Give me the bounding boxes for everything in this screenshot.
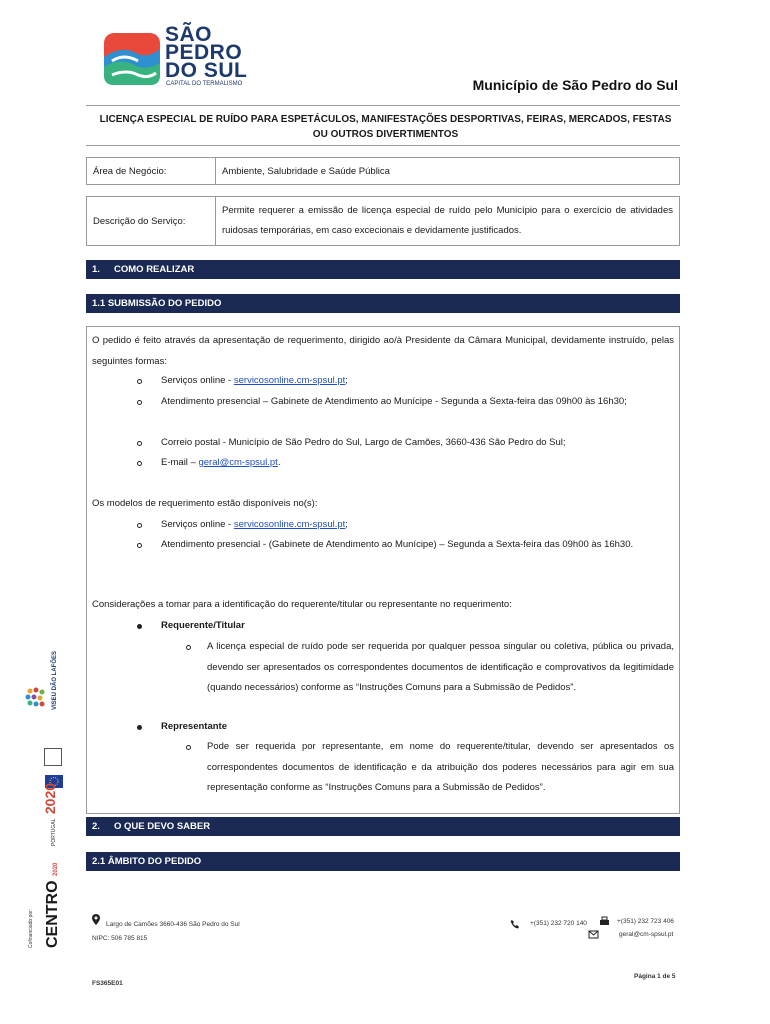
description-value: Permite requerer a emissão de licença especial de ruído pelo Município para o exercício de atividades ruidosas temporárias, em caso excecionais e devidamente justificados. <box>216 197 680 246</box>
bullet <box>137 461 142 466</box>
modelos-item-online: Serviços online - servicosonline.cm-spsul.pt; <box>161 519 348 530</box>
footer-phone: +(351) 232 720 140 <box>530 920 587 927</box>
section-header-2: 2. O QUE DEVO SABER <box>86 817 680 836</box>
modelos-text: Os modelos de requerimento estão disponíveis no(s): <box>92 498 318 509</box>
area-table <box>86 157 680 185</box>
modelos-item-presencial: Atendimento presencial - (Gabinete de Atendimento ao Munícipe) – Segunda a Sexta-feira das 09h00 às 16h30. <box>161 539 634 550</box>
list-item-correio: Correio postal - Município de São Pedro do Sul, Largo de Camões, 3660-436 São Pedro do Sul; <box>161 437 566 448</box>
sub-bullet <box>186 645 191 650</box>
footer-address: Largo de Camões 3660-436 São Pedro do Sul <box>106 921 240 928</box>
municipality-logo-mark <box>102 31 162 87</box>
footer-email: geral@cm-spsul.pt <box>619 931 674 938</box>
location-pin-icon <box>92 914 100 925</box>
viseu-dao-lafoes-logo <box>24 686 48 710</box>
logo-tagline: CAPITAL DO TERMALISMO <box>166 81 243 87</box>
consideracoes-text: Considerações a tomar para a identificação do requerente/titular ou representante no requerimento: <box>92 599 512 610</box>
bullet <box>137 441 142 446</box>
header-divider <box>86 105 680 106</box>
bullet <box>137 725 142 730</box>
bullet <box>137 523 142 528</box>
viseu-label: VISEU DÃO LAFÕES <box>52 650 58 710</box>
representante-title: Representante <box>161 721 227 732</box>
document-code: FS365E01 <box>92 980 123 987</box>
description-table <box>86 196 680 246</box>
area-label: Área de Negócio: <box>87 158 216 185</box>
list-item-presencial: Atendimento presencial – Gabinete de Atendimento ao Munícipe - Segunda a Sexta-feira das 09h00 às 16h30; <box>161 396 627 407</box>
section-header-1-1: 1.1 SUBMISSÃO DO PEDIDO <box>86 294 680 313</box>
bullet <box>137 379 142 384</box>
document-title: LICENÇA ESPECIAL DE RUÍDO PARA ESPETÁCULOS, MANIFESTAÇÕES DESPORTIVAS, FEIRAS, MERCADOS, FESTAS OU OUTROS DIVERTIMENTOS <box>99 114 672 140</box>
sub-bullet <box>186 745 191 750</box>
logo-wordmark: SÃO PEDRO DO SUL <box>165 23 248 82</box>
representante-text: Pode ser requerida por representante, em nome do requerente/titular, devendo ser apresentados os correspondentes documentos de identificação e da atribuição dos poderes necessários para agir em sua representação conforme as “Instruções Comuns para a Submissão de Pedidos”. <box>207 741 674 793</box>
servicos-online-link[interactable]: servicosonline.cm-spsul.pt <box>233 375 346 386</box>
area-value: Ambiente, Salubridade e Saúde Pública <box>216 158 680 185</box>
footer-fax: +(351) 232 723 406 <box>617 918 674 925</box>
requerente-title: Requerente/Titular <box>161 620 245 631</box>
title-divider <box>86 145 680 146</box>
bullet <box>137 400 142 405</box>
description-label: Descrição do Serviço: <box>87 197 216 246</box>
centro2020-logo: CENTRO 2020 <box>44 862 61 948</box>
portugal2020-logo: PORTUGAL 2020 <box>42 782 58 846</box>
phone-icon <box>510 919 520 929</box>
modelos-servicos-online-link[interactable]: servicosonline.cm-spsul.pt <box>233 519 346 530</box>
footer-nipc: NIPC: 506 785 815 <box>92 935 148 942</box>
email-icon <box>588 929 599 940</box>
cofinanciado-label: Cofinanciado por: <box>28 908 34 948</box>
list-item-email: E-mail – geral@cm-spsul.pt. <box>161 457 281 468</box>
requerente-text: A licença especial de ruído pode ser requerida por qualquer pessoa singular ou coletiva, pública ou privada, devendo ser apresentados os correspondentes documentos de identificação e comprovativos da legitimidade (quando necessários) conforme as “Instruções Comuns para a Submissão de Pedidos”. <box>207 641 674 693</box>
page-number: Página 1 de 5 <box>634 973 676 980</box>
fax-icon <box>599 916 610 926</box>
list-item-online: Serviços online - servicosonline.cm-spsul.pt; <box>161 375 348 386</box>
section-header-1: 1. COMO REALIZAR <box>86 260 680 279</box>
uniao-europeia-mark <box>44 748 62 766</box>
intro-text: O pedido é feito através da apresentação de requerimento, dirigido ao/à Presidente da Câmara Municipal, devidamente instruído, pelas seguintes formas: <box>92 335 674 367</box>
email-link[interactable]: geral@cm-spsul.pt <box>198 457 278 468</box>
section-header-2-1: 2.1 ÂMBITO DO PEDIDO <box>86 852 680 871</box>
bullet <box>137 624 142 629</box>
municipality-name: Município de São Pedro do Sul <box>472 77 678 93</box>
bullet <box>137 543 142 548</box>
